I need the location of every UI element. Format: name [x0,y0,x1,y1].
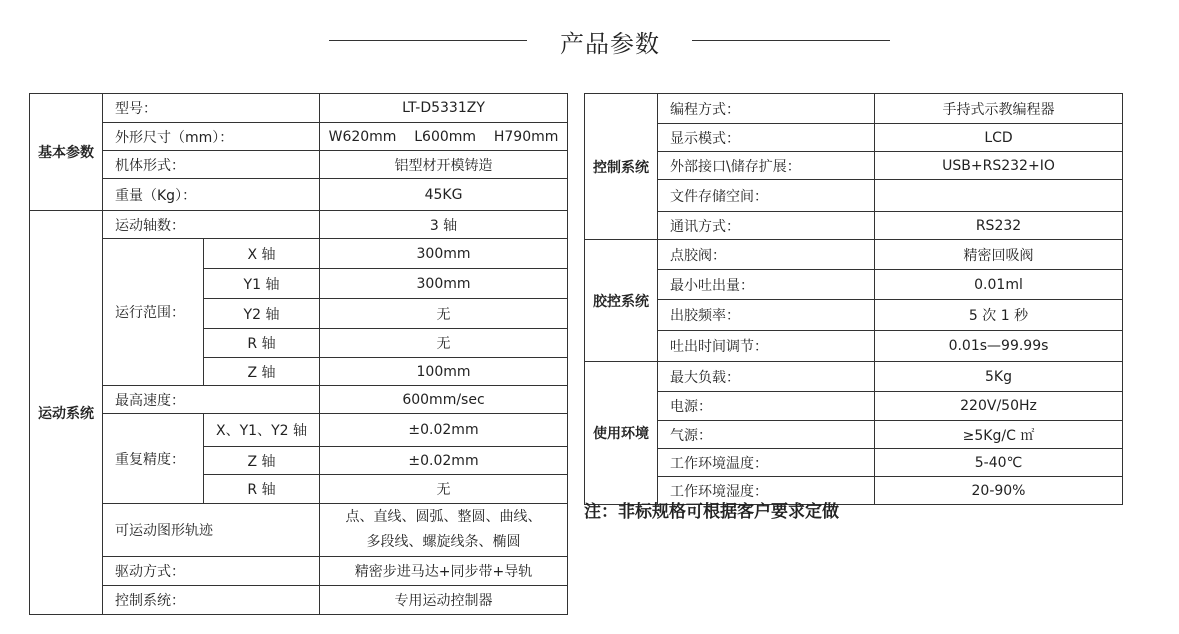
spec-value: 无 [320,329,568,358]
table-row [585,421,1123,449]
table-row [585,331,1123,362]
axis-label: Y2 轴 [204,299,320,329]
spec-label: 气源： [658,421,875,449]
axis-label: X 轴 [204,239,320,269]
spec-value: 5-40℃ [875,449,1123,477]
category-glue: 胶控系统 [585,240,658,362]
category-control: 控制系统 [585,94,658,240]
axis-label: Y1 轴 [204,269,320,299]
axis-label: R 轴 [204,475,320,504]
spec-value: LCD [875,124,1123,152]
spec-label: 重复精度： [103,414,204,504]
spec-value: 0.01s—99.99s [875,331,1123,362]
spec-label: 外部接口\储存扩展： [658,152,875,180]
spec-label: 驱动方式： [103,557,320,586]
spec-label: 工作环境湿度： [658,477,875,505]
category-basic: 基本参数 [30,94,103,211]
table-row [30,386,568,414]
table-row [30,239,568,269]
trajectory-line-1: 点、直线、圆弧、整圆、曲线、 [345,509,542,525]
table-row [585,180,1123,212]
title-line-right [692,40,890,41]
spec-value: 精密回吸阀 [875,240,1123,270]
spec-label: 电源： [658,392,875,421]
category-motion: 运动系统 [30,211,103,615]
spec-label: 重量（Kg）： [103,179,320,211]
spec-value: 专用运动控制器 [320,586,568,615]
table-row [585,392,1123,421]
spec-value: W620mm L600mm H790mm [320,123,568,151]
table-row [30,414,568,447]
spec-label: 出胶频率： [658,300,875,331]
spec-label: 最小吐出量： [658,270,875,300]
spec-label: 编程方式： [658,94,875,124]
axis-label: X、Y1、Y2 轴 [204,414,320,447]
spec-label: 型号： [103,94,320,123]
spec-value [875,180,1123,212]
right-spec-table [584,93,1123,505]
table-row [30,586,568,615]
spec-label: 可运动图形轨迹 [103,504,320,557]
spec-value: 铝型材开模铸造 [320,151,568,179]
table-row [585,152,1123,180]
spec-value: 45KG [320,179,568,211]
table-row [585,362,1123,392]
spec-value: 无 [320,299,568,329]
spec-value: ±0.02mm [320,447,568,475]
spec-label: 点胶阀： [658,240,875,270]
table-row [585,270,1123,300]
spec-value: 220V/50Hz [875,392,1123,421]
spec-value: USB+RS232+IO [875,152,1123,180]
table-row [30,504,568,557]
spec-value: LT-D5331ZY [320,94,568,123]
spec-label: 最高速度： [103,386,320,414]
table-row [30,94,568,123]
spec-value: ±0.02mm [320,414,568,447]
spec-value: 0.01ml [875,270,1123,300]
table-row [585,300,1123,331]
spec-label: 显示模式： [658,124,875,152]
spec-label: 外形尺寸（mm）： [103,123,320,151]
table-row [30,211,568,239]
table-row [585,124,1123,152]
spec-value-multiline [320,504,568,557]
title-line-left [329,40,527,41]
axis-label: R 轴 [204,329,320,358]
spec-value: 300mm [320,239,568,269]
spec-value: RS232 [875,212,1123,240]
spec-value: 3 轴 [320,211,568,239]
left-spec-table [29,93,568,615]
table-row [30,151,568,179]
spec-value: 5 次 1 秒 [875,300,1123,331]
table-row [30,179,568,211]
spec-label: 机体形式： [103,151,320,179]
spec-value: 300mm [320,269,568,299]
spec-label: 最大负载： [658,362,875,392]
spec-value: 精密步进马达+同步带+导轨 [320,557,568,586]
spec-label: 吐出时间调节： [658,331,875,362]
spec-label: 工作环境温度： [658,449,875,477]
axis-label: Z 轴 [204,447,320,475]
spec-label: 控制系统： [103,586,320,615]
trajectory-line-2: 多段线、螺旋线条、椭圆 [366,534,521,550]
spec-label: 运动轴数： [103,211,320,239]
spec-value: 100mm [320,358,568,386]
category-env: 使用环境 [585,362,658,505]
axis-label: Z 轴 [204,358,320,386]
spec-value: 20-90% [875,477,1123,505]
spec-label: 文件存储空间： [658,180,875,212]
spec-label: 运行范围： [103,239,204,386]
table-row [585,94,1123,124]
spec-value: 无 [320,475,568,504]
spec-value: 手持式示教编程器 [875,94,1123,124]
table-row [585,449,1123,477]
table-row [585,240,1123,270]
spec-value: ≥5Kg/C ㎡ [875,421,1123,449]
page-title: 产品参数 [560,30,660,58]
table-row [30,557,568,586]
custom-spec-note: 注：非标规格可根据客户要求定做 [584,502,839,522]
table-row [585,212,1123,240]
spec-label: 通讯方式： [658,212,875,240]
spec-value: 600mm/sec [320,386,568,414]
spec-value: 5Kg [875,362,1123,392]
table-row [30,123,568,151]
